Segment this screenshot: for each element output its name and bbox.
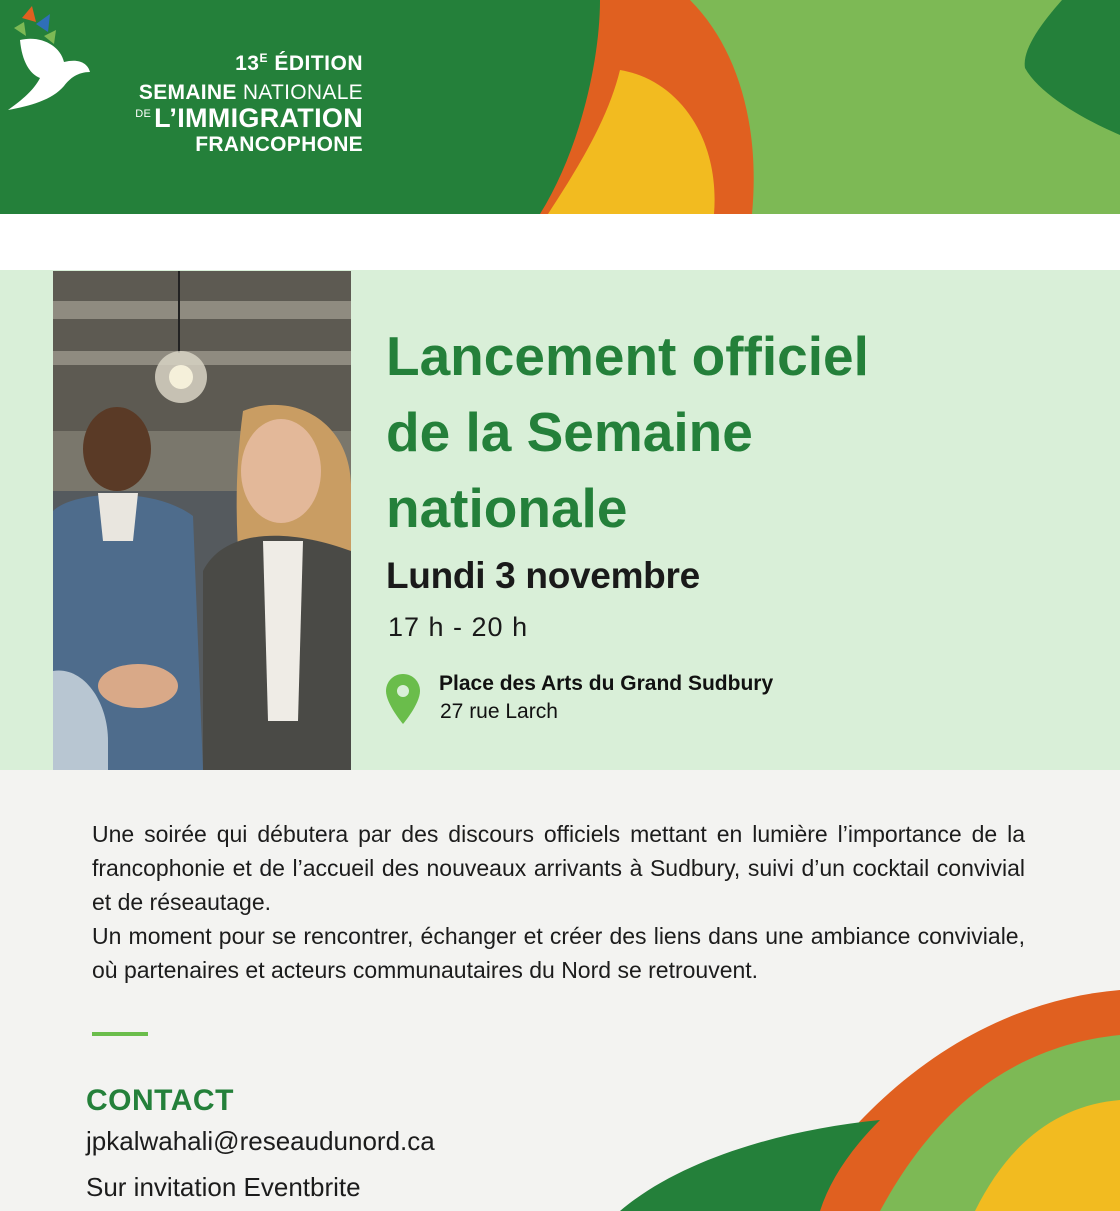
dove-with-flowers-icon <box>0 0 92 112</box>
two-people-shaking-hands-photo <box>53 271 351 770</box>
divider <box>92 1032 148 1036</box>
map-pin-icon <box>386 674 420 724</box>
title-line: nationale <box>386 477 628 539</box>
event-time: 17 h - 20 h <box>388 612 529 642</box>
event-description <box>92 817 1025 987</box>
corner-decoration <box>620 980 1120 1211</box>
title-line: de la Semaine <box>386 401 753 463</box>
description-paragraph: Une soirée qui débutera par des discours officiels mettant en lumière l’importance de la francophonie et de l’accueil des nouveaux arrivants à Sudbury, suivi d’un cocktail convivial et de réseautage. <box>92 821 1025 915</box>
title-line: Lancement officiel <box>386 325 869 387</box>
description-paragraph: Un moment pour se rencontrer, échanger et créer des liens dans une ambiance conviviale, où partenaires et acteurs communautaires du Nord se retrouvent. <box>92 923 1025 983</box>
separator-band <box>0 214 1120 270</box>
event-date: Lundi 3 novembre <box>386 555 700 596</box>
registration-note: Sur invitation Eventbrite <box>86 1172 361 1202</box>
contact-email-link[interactable]: jpkalwahali@reseaudunord.ca <box>86 1126 435 1156</box>
event-title <box>386 318 1026 546</box>
logo-line-2: $^{DE}$ L’IMMIGRATION <box>135 103 363 133</box>
logo-line-1: SEMAINE NATIONALE <box>138 81 363 104</box>
logo-line-3: FRANCOPHONE <box>195 133 363 156</box>
contact-heading: CONTACT <box>86 1084 234 1117</box>
header-banner <box>0 0 1120 214</box>
event-logo-text <box>135 52 363 155</box>
event-address: 27 rue Larch <box>440 700 558 723</box>
edition-label: $13^E$ ÉDITION <box>235 51 363 75</box>
event-venue: Place des Arts du Grand Sudbury <box>439 672 774 695</box>
